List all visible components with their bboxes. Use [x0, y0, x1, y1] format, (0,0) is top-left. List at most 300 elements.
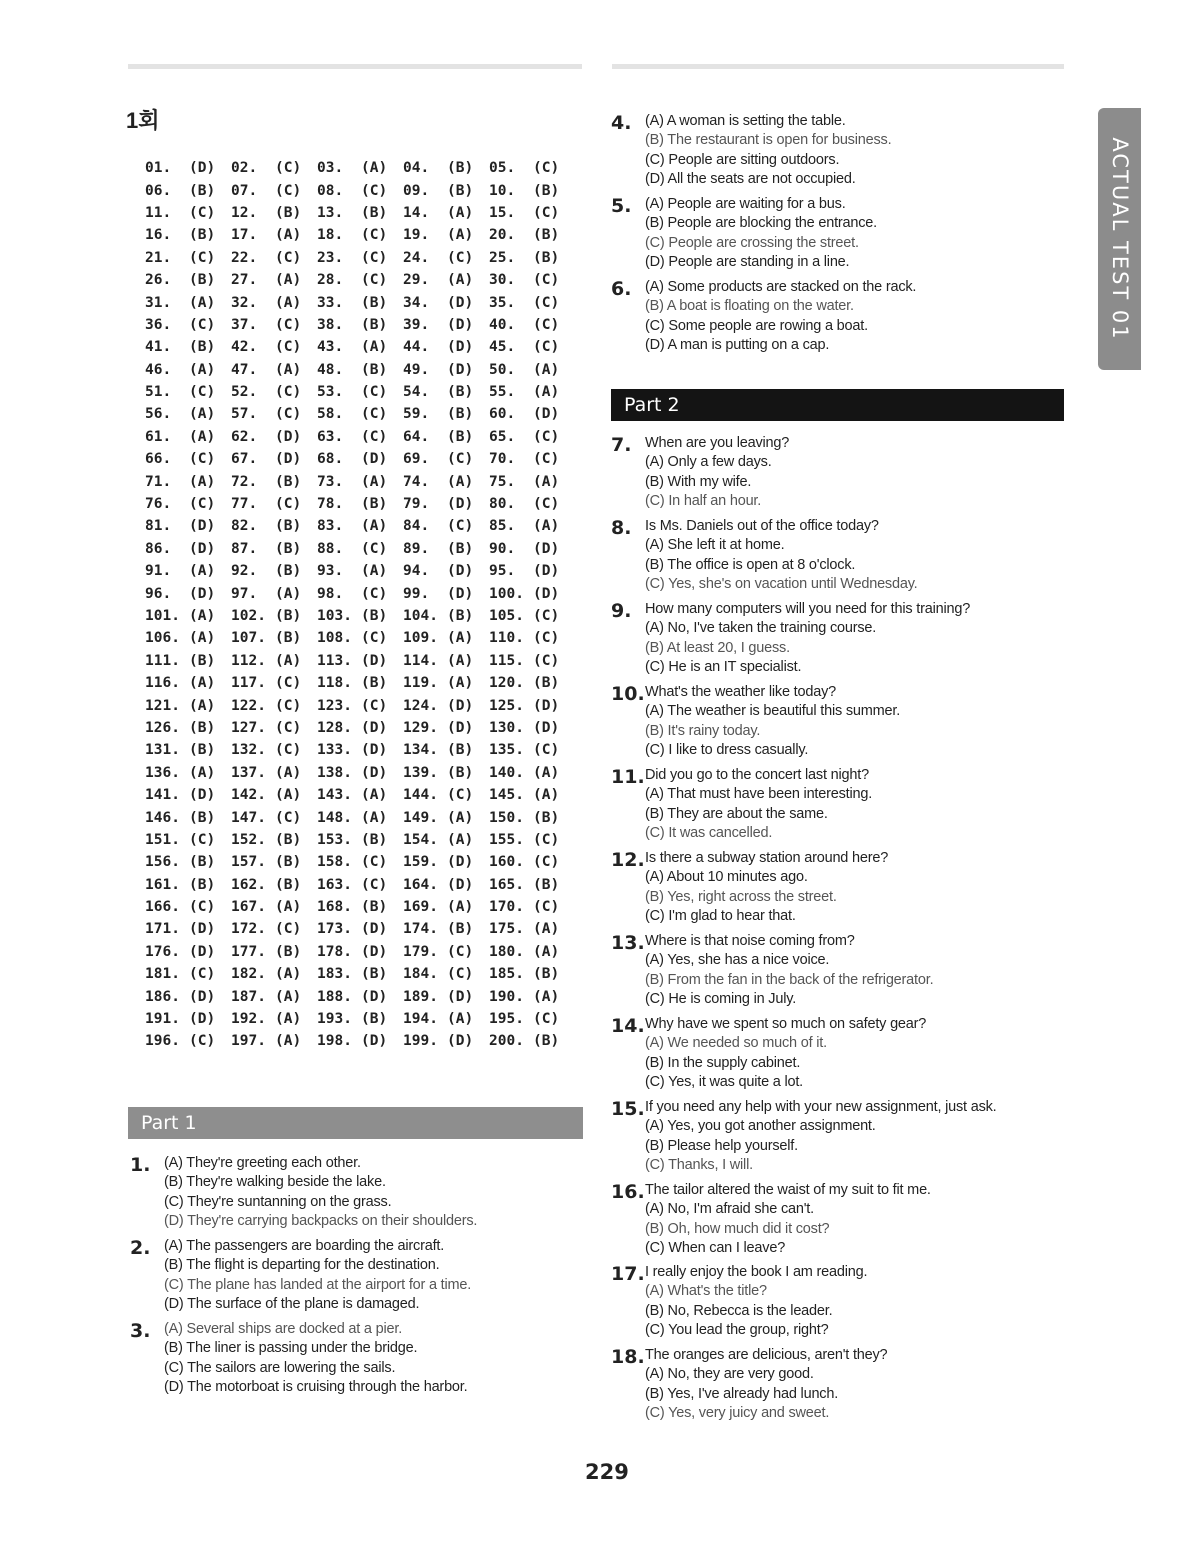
part1-question-5 — [611, 195, 877, 272]
answer-row — [145, 448, 575, 470]
answer-cell — [145, 362, 231, 378]
answer-number: 58. — [317, 406, 344, 423]
question-number: 16. — [611, 1181, 645, 1203]
option: (B) At least 20, I guess. — [645, 639, 790, 656]
answer-row — [145, 470, 575, 492]
answer-number: 91. — [145, 563, 172, 580]
answer-number: 60. — [489, 406, 516, 423]
question-number: 4. — [611, 112, 632, 134]
answer-number: 196. — [145, 1033, 180, 1050]
answer-number: 30. — [489, 272, 516, 289]
answer-letter: (C) — [189, 831, 216, 848]
answer-number: 76. — [145, 496, 172, 513]
answer-cell — [403, 295, 489, 311]
answer-letter: (B) — [361, 831, 388, 848]
answer-number: 93. — [317, 563, 344, 580]
answer-cell — [317, 362, 403, 378]
answer-number: 88. — [317, 540, 344, 557]
answer-row — [145, 247, 575, 269]
answer-cell — [403, 944, 489, 960]
answer-cell — [489, 810, 575, 826]
answer-letter: (D) — [533, 697, 560, 714]
answer-cell — [403, 630, 489, 646]
answer-cell — [403, 563, 489, 579]
answer-cell — [489, 675, 575, 691]
answer-cell — [317, 563, 403, 579]
answer-number: 95. — [489, 563, 516, 580]
answer-cell — [403, 742, 489, 758]
answer-number: 56. — [145, 406, 172, 423]
answer-number: 98. — [317, 585, 344, 602]
answer-letter: (A) — [275, 227, 302, 244]
answer-number: 114. — [403, 652, 438, 669]
answer-number: 116. — [145, 675, 180, 692]
answer-letter: (C) — [533, 272, 560, 289]
answer-number: 33. — [317, 294, 344, 311]
answer-letter: (B) — [447, 540, 474, 557]
answer-letter: (C) — [275, 406, 302, 423]
answer-cell — [231, 227, 317, 243]
answer-letter: (A) — [447, 899, 474, 916]
answer-cell — [231, 272, 317, 288]
answer-cell — [403, 653, 489, 669]
answer-number: 112. — [231, 652, 266, 669]
option: (B) In the supply cabinet. — [645, 1054, 801, 1071]
side-tab-label: ACTUAL TEST 01 — [1107, 137, 1132, 341]
question-stem: Did you go to the concert last night? — [645, 767, 869, 783]
option: (B) It's rainy today. — [645, 722, 761, 739]
answer-letter: (D) — [447, 316, 474, 333]
answer-cell — [489, 474, 575, 490]
question-stem: Is there a subway station around here? — [645, 850, 889, 866]
option: (D) They're carrying backpacks on their shoulders. — [164, 1212, 478, 1229]
answer-number: 06. — [145, 182, 172, 199]
answer-letter: (B) — [533, 249, 560, 266]
answer-number: 72. — [231, 473, 258, 490]
answer-number: 174. — [403, 921, 438, 938]
page-number: 229 — [585, 1460, 629, 1484]
answer-number: 122. — [231, 697, 266, 714]
question-number: 7. — [611, 434, 632, 456]
answer-cell — [489, 944, 575, 960]
answer-letter: (C) — [361, 227, 388, 244]
answer-cell — [403, 406, 489, 422]
answer-cell — [403, 877, 489, 893]
answer-letter: (B) — [189, 876, 216, 893]
answer-letter: (A) — [275, 787, 302, 804]
answer-cell — [231, 675, 317, 691]
answer-number: 126. — [145, 719, 180, 736]
answer-number: 69. — [403, 451, 430, 468]
answer-letter: (A) — [275, 966, 302, 983]
answer-number: 108. — [317, 630, 352, 647]
option: (B) The office is open at 8 o'clock. — [645, 556, 856, 573]
answer-row — [145, 717, 575, 739]
answer-cell — [145, 832, 231, 848]
answer-number: 167. — [231, 899, 266, 916]
answer-number: 59. — [403, 406, 430, 423]
option: (B) Yes, right across the street. — [645, 888, 837, 905]
answer-letter: (C) — [275, 384, 302, 401]
answer-letter: (C) — [275, 675, 302, 692]
answer-cell — [489, 563, 575, 579]
answer-letter: (C) — [533, 608, 560, 624]
answer-row — [145, 202, 575, 224]
answer-cell — [403, 832, 489, 848]
answer-number: 163. — [317, 876, 352, 893]
answer-letter: (A) — [533, 988, 560, 1005]
option: (A) No, I'm afraid she can't. — [645, 1201, 814, 1218]
question-number: 9. — [611, 600, 632, 622]
answer-letter: (D) — [275, 451, 302, 468]
answer-number: 197. — [231, 1033, 266, 1050]
answer-cell — [317, 742, 403, 758]
answer-number: 140. — [489, 764, 524, 781]
answer-cell — [403, 227, 489, 243]
question-stem: I really enjoy the book I am reading. — [645, 1264, 868, 1280]
answer-cell — [403, 1033, 489, 1049]
answer-letter: (B) — [189, 809, 216, 826]
answer-letter: (A) — [447, 831, 474, 848]
answer-cell — [317, 989, 403, 1005]
answer-number: 82. — [231, 518, 258, 535]
answer-letter: (D) — [447, 988, 474, 1005]
answer-row — [145, 1008, 575, 1030]
answer-letter: (A) — [189, 608, 216, 624]
question-stem: When are you leaving? — [645, 435, 790, 451]
answer-letter: (B) — [189, 272, 216, 289]
answer-number: 168. — [317, 899, 352, 916]
answer-cell — [231, 317, 317, 333]
answer-letter: (A) — [189, 406, 216, 423]
answer-cell — [403, 608, 489, 624]
answer-letter: (D) — [447, 719, 474, 736]
answer-letter: (A) — [447, 630, 474, 647]
option: (A) That must have been interesting. — [645, 786, 873, 803]
answer-number: 185. — [489, 966, 524, 983]
answer-number: 03. — [317, 160, 344, 177]
answer-letter: (D) — [189, 943, 216, 960]
answer-number: 117. — [231, 675, 266, 692]
answer-cell — [145, 339, 231, 355]
option: (B) Please help yourself. — [645, 1137, 798, 1154]
answer-letter: (B) — [361, 204, 388, 221]
answer-cell — [317, 272, 403, 288]
answer-letter: (B) — [533, 675, 560, 692]
answer-cell — [317, 1033, 403, 1049]
answer-cell — [231, 742, 317, 758]
answer-cell — [489, 160, 575, 176]
answer-number: 27. — [231, 272, 258, 289]
option: (B) Yes, I've already had lunch. — [645, 1385, 839, 1402]
answer-letter: (A) — [189, 697, 216, 714]
answer-number: 05. — [489, 160, 516, 177]
answer-cell — [231, 944, 317, 960]
answer-number: 46. — [145, 361, 172, 378]
answer-row — [145, 560, 575, 582]
answer-number: 189. — [403, 988, 438, 1005]
answer-cell — [403, 272, 489, 288]
answer-number: 184. — [403, 966, 438, 983]
option: (B) The liner is passing under the bridge. — [164, 1340, 418, 1357]
answer-cell — [145, 518, 231, 534]
option: (C) It was cancelled. — [645, 824, 773, 841]
part2-question-13 — [611, 932, 933, 1009]
answer-letter: (C) — [533, 854, 560, 871]
answer-number: 150. — [489, 809, 524, 826]
answer-letter: (D) — [189, 988, 216, 1005]
answer-cell — [489, 989, 575, 1005]
answer-letter: (C) — [533, 316, 560, 333]
answer-letter: (C) — [275, 496, 302, 513]
answer-letter: (A) — [189, 294, 216, 311]
answer-number: 181. — [145, 966, 180, 983]
answer-cell — [145, 1033, 231, 1049]
option: (B) With my wife. — [645, 473, 752, 490]
answer-letter: (A) — [275, 899, 302, 916]
answer-letter: (A) — [447, 272, 474, 289]
question-number: 3. — [130, 1320, 151, 1342]
answer-number: 178. — [317, 943, 352, 960]
answer-cell — [231, 518, 317, 534]
part1-question-2 — [130, 1237, 471, 1314]
answer-letter: (B) — [447, 428, 474, 445]
part1-question-6 — [611, 278, 916, 355]
answer-row — [145, 829, 575, 851]
answer-cell — [403, 675, 489, 691]
answer-cell — [145, 295, 231, 311]
question-stem: Is Ms. Daniels out of the office today? — [645, 518, 879, 534]
answer-letter: (C) — [361, 876, 388, 893]
answer-row — [145, 538, 575, 560]
option: (C) You lead the group, right? — [645, 1321, 829, 1338]
question-number: 15. — [611, 1098, 645, 1120]
answer-cell — [231, 339, 317, 355]
answer-letter: (C) — [361, 406, 388, 423]
answer-cell — [145, 406, 231, 422]
answer-number: 71. — [145, 473, 172, 490]
answer-number: 104. — [403, 608, 438, 624]
answer-cell — [317, 295, 403, 311]
answer-letter: (D) — [533, 540, 560, 557]
answer-letter: (B) — [533, 1033, 560, 1050]
answer-number: 25. — [489, 249, 516, 266]
answer-number: 169. — [403, 899, 438, 916]
answer-cell — [317, 765, 403, 781]
answer-letter: (C) — [533, 496, 560, 513]
question-stem: Where is that noise coming from? — [645, 933, 855, 949]
answer-cell — [403, 989, 489, 1005]
answer-letter: (D) — [447, 563, 474, 580]
answer-letter: (C) — [361, 540, 388, 557]
answer-cell — [231, 765, 317, 781]
answer-number: 38. — [317, 316, 344, 333]
answer-number: 96. — [145, 585, 172, 602]
answer-number: 175. — [489, 921, 524, 938]
answer-letter: (A) — [189, 675, 216, 692]
answer-number: 14. — [403, 204, 430, 221]
answer-cell — [403, 698, 489, 714]
option: (C) They're suntanning on the grass. — [164, 1193, 392, 1210]
answer-number: 102. — [231, 608, 266, 624]
answer-cell — [231, 630, 317, 646]
answer-letter: (A) — [275, 294, 302, 311]
answer-number: 187. — [231, 988, 266, 1005]
answer-cell — [231, 295, 317, 311]
answer-number: 07. — [231, 182, 258, 199]
answer-letter: (C) — [189, 966, 216, 983]
answer-cell — [145, 227, 231, 243]
answer-number: 26. — [145, 272, 172, 289]
answer-cell — [403, 966, 489, 982]
answer-number: 153. — [317, 831, 352, 848]
answer-row — [145, 694, 575, 716]
answer-letter: (B) — [447, 384, 474, 401]
answer-letter: (D) — [361, 921, 388, 938]
option: (D) A man is putting on a cap. — [645, 336, 830, 353]
answer-letter: (C) — [189, 899, 216, 916]
answer-letter: (C) — [275, 742, 302, 759]
answer-letter: (A) — [189, 764, 216, 781]
answer-cell — [403, 205, 489, 221]
answer-letter: (A) — [189, 361, 216, 378]
part2-question-17 — [611, 1263, 867, 1340]
answer-letter: (B) — [533, 182, 560, 199]
answer-row — [145, 672, 575, 694]
answer-letter: (A) — [533, 361, 560, 378]
answer-number: 12. — [231, 204, 258, 221]
answer-number: 44. — [403, 339, 430, 356]
answer-letter: (C) — [189, 1033, 216, 1050]
answer-number: 63. — [317, 428, 344, 445]
answer-letter: (C) — [533, 742, 560, 759]
answer-letter: (B) — [275, 563, 302, 580]
option: (A) About 10 minutes ago. — [645, 869, 808, 886]
answer-cell — [489, 1033, 575, 1049]
answer-number: 94. — [403, 563, 430, 580]
question-number: 17. — [611, 1263, 645, 1285]
answer-letter: (C) — [275, 697, 302, 714]
answer-cell — [317, 877, 403, 893]
answer-number: 55. — [489, 384, 516, 401]
answer-number: 192. — [231, 1011, 266, 1028]
answer-cell — [231, 205, 317, 221]
answer-cell — [489, 586, 575, 602]
answer-letter: (A) — [361, 339, 388, 356]
answer-letter: (A) — [533, 787, 560, 804]
answer-number: 137. — [231, 764, 266, 781]
answer-cell — [145, 160, 231, 176]
question-number: 14. — [611, 1015, 645, 1037]
answer-cell — [317, 810, 403, 826]
answer-cell — [489, 250, 575, 266]
answer-letter: (C) — [533, 1011, 560, 1028]
answer-cell — [489, 899, 575, 915]
answer-cell — [145, 742, 231, 758]
answer-cell — [489, 295, 575, 311]
answer-letter: (C) — [361, 630, 388, 647]
answer-number: 127. — [231, 719, 266, 736]
answer-letter: (B) — [275, 943, 302, 960]
answer-cell — [489, 205, 575, 221]
answer-cell — [145, 451, 231, 467]
part2-question-7 — [611, 434, 789, 511]
answer-number: 131. — [145, 742, 180, 759]
answer-cell — [231, 563, 317, 579]
answer-cell — [403, 810, 489, 826]
answer-letter: (B) — [533, 809, 560, 826]
answer-letter: (C) — [189, 496, 216, 513]
answer-number: 37. — [231, 316, 258, 333]
answer-number: 120. — [489, 675, 524, 692]
answer-row — [145, 762, 575, 784]
answer-letter: (C) — [447, 451, 474, 468]
answer-number: 138. — [317, 764, 352, 781]
answer-cell — [317, 205, 403, 221]
answer-letter: (B) — [275, 831, 302, 848]
answer-cell — [317, 518, 403, 534]
answer-number: 109. — [403, 630, 438, 647]
question-number: 2. — [130, 1237, 151, 1259]
answer-row — [145, 851, 575, 873]
question-stem: How many computers will you need for this training? — [645, 601, 971, 617]
answer-letter: (B) — [447, 406, 474, 423]
answer-letter: (C) — [533, 831, 560, 848]
answer-cell — [145, 966, 231, 982]
answer-number: 47. — [231, 361, 258, 378]
answer-row — [145, 874, 575, 896]
option: (C) He is an IT specialist. — [645, 658, 802, 675]
option: (A) Several ships are docked at a pier. — [164, 1321, 403, 1337]
answer-letter: (A) — [189, 428, 216, 445]
answer-cell — [489, 451, 575, 467]
answer-row — [145, 739, 575, 761]
answer-letter: (C) — [361, 585, 388, 602]
answer-cell — [231, 160, 317, 176]
answer-cell — [317, 227, 403, 243]
question-number: 18. — [611, 1346, 645, 1368]
option: (B) People are blocking the entrance. — [645, 215, 877, 232]
answer-cell — [145, 698, 231, 714]
answer-cell — [489, 854, 575, 870]
answer-number: 159. — [403, 854, 438, 871]
answer-row — [145, 918, 575, 940]
answer-number: 34. — [403, 294, 430, 311]
answer-number: 01. — [145, 160, 172, 177]
part1-heading: Part 1 — [128, 1107, 583, 1139]
answer-cell — [145, 989, 231, 1005]
option: (A) Only a few days. — [645, 454, 772, 471]
answer-number: 135. — [489, 742, 524, 759]
option: (B) They are about the same. — [645, 805, 828, 822]
option: (D) The motorboat is cruising through the harbor. — [164, 1378, 468, 1395]
answer-cell — [231, 496, 317, 512]
answer-number: 152. — [231, 831, 266, 848]
part2-question-15 — [611, 1098, 997, 1175]
answer-cell — [317, 832, 403, 848]
answer-cell — [489, 227, 575, 243]
answer-number: 121. — [145, 697, 180, 714]
answer-cell — [317, 698, 403, 714]
option: (C) Some people are rowing a boat. — [645, 317, 868, 334]
side-tab — [1098, 108, 1141, 370]
answer-number: 79. — [403, 496, 430, 513]
answer-number: 133. — [317, 742, 352, 759]
answer-cell — [231, 183, 317, 199]
answer-number: 147. — [231, 809, 266, 826]
answer-number: 162. — [231, 876, 266, 893]
answer-number: 15. — [489, 204, 516, 221]
